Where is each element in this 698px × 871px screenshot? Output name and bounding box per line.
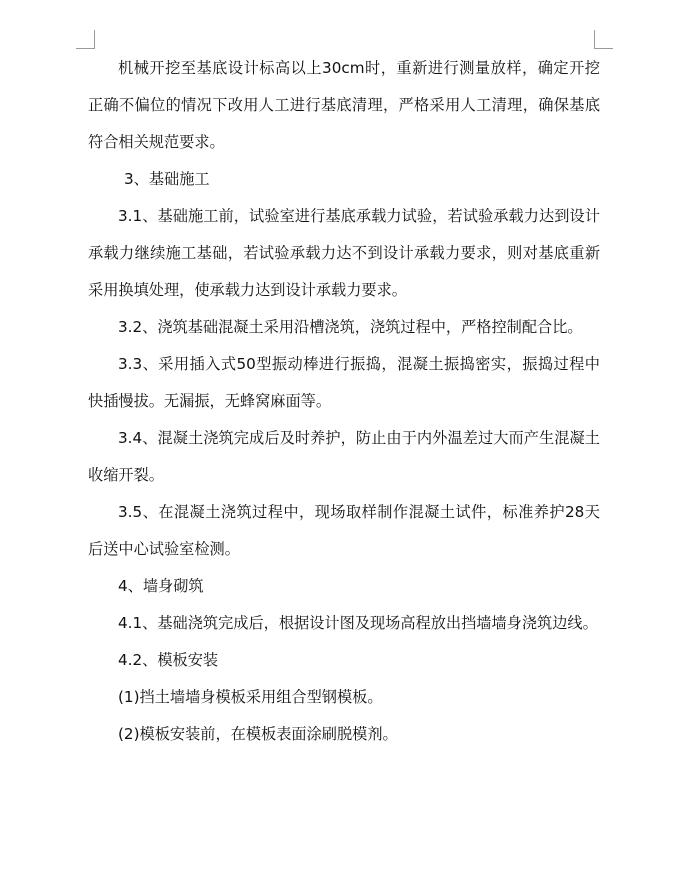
paragraph-3-2: 3.2、浇筑基础混凝土采用沿槽浇筑，浇筑过程中，严格控制配合比。	[118, 318, 583, 336]
paragraph-3-3: 3.3、采用插入式50型振动棒进行振捣，混凝土振捣密实，振捣过程中快插慢拔。无漏振，无蜂窝麻面等。	[88, 355, 600, 410]
paragraph-3-4: 3.4、混凝土浇筑完成后及时养护，防止由于内外温差过大而产生混凝土收缩开裂。	[88, 429, 600, 484]
document-body	[88, 50, 600, 753]
list-item-2: (2)模板安装前，在模板表面涂刷脱模剂。	[118, 725, 398, 743]
heading-wall-masonry: 4、墙身砌筑	[118, 577, 204, 595]
heading-foundation-construction: 3、基础施工	[124, 170, 210, 188]
paragraph-3-5: 3.5、在混凝土浇筑过程中，现场取样制作混凝土试件，标准养护28天后送中心试验室检测。	[88, 503, 600, 558]
paragraph-3-1: 3.1、基础施工前，试验室进行基底承载力试验，若试验承载力达到设计承载力继续施工基础，若试验承载力达不到设计承载力要求，则对基底重新采用换填处理，使承载力达到设计承载力要求。	[88, 207, 600, 299]
paragraph-excavation: 机械开挖至基底设计标高以上30cm时，重新进行测量放样，确定开挖正确不偏位的情况下改用人工进行基底清理，严格采用人工清理，确保基底符合相关规范要求。	[88, 59, 600, 151]
crop-mark-top-right	[594, 30, 613, 49]
crop-mark-top-left	[76, 30, 95, 49]
heading-formwork-installation: 4.2、模板安装	[118, 651, 219, 669]
list-item-1: (1)挡土墙墙身模板采用组合型钢模板。	[118, 688, 383, 706]
paragraph-4-1: 4.1、基础浇筑完成后，根据设计图及现场高程放出挡墙墙身浇筑边线。	[118, 614, 598, 632]
